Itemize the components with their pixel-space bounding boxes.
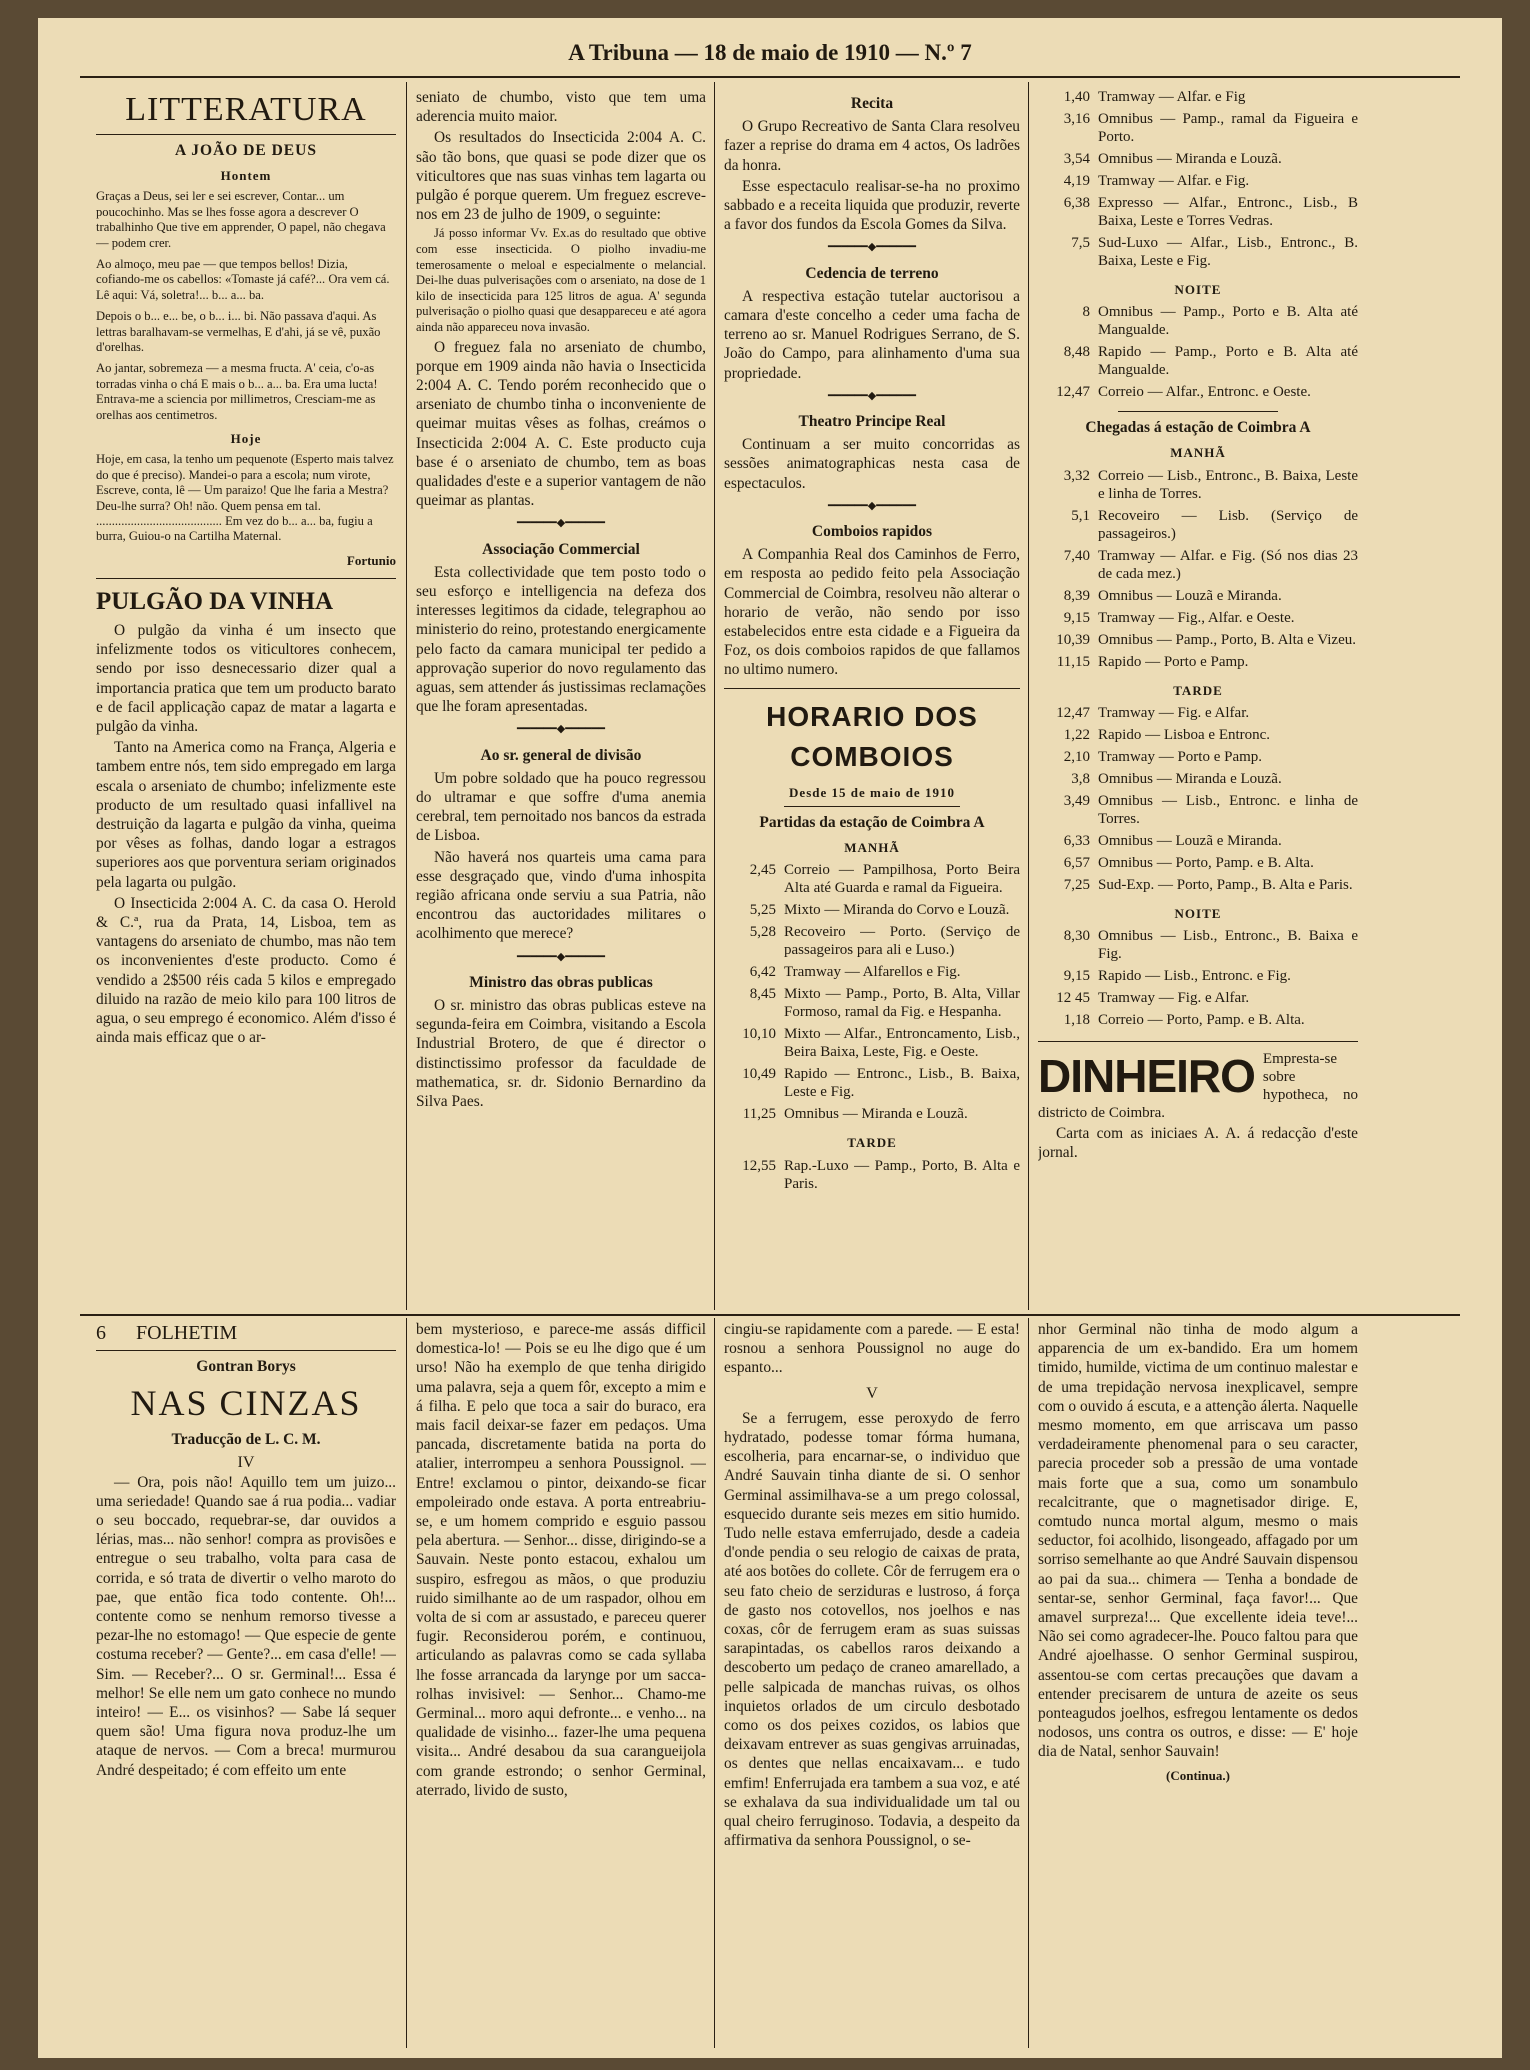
article-paragraph: O freguez fala no arseniato de chumbo, porque em 1909 ainda não havia o Insecticida 2:004 A. C. Tendo porém reconhecido que o arseniato de chumbo tinha o inconveniente de queimar muitas vêses as folhas, creámos o Insecticida 2:004 A. C. Este producto cuja base é o arseniato de chumbo, tem as boas qualidades d'este e a superior vantagem de não queimar as plantas. xyxy=(416,338,706,510)
ornament-divider: ━━━━━━◆━━━━━━ xyxy=(828,389,916,402)
train-time: 12,47 xyxy=(1056,704,1090,721)
train-time: 12 45 xyxy=(1056,990,1090,1007)
column-divider xyxy=(714,82,715,1310)
article-paragraph: Um pobre soldado que ha pouco regressou do ultramar e que soffre d'uma anemia cerebral, tem pernoitado nos bancos da estrada de Lisboa. xyxy=(416,769,706,845)
train-time: 5,25 xyxy=(749,902,776,919)
train-time: 3,8 xyxy=(1071,770,1090,787)
running-title: A Tribuna — 18 de maio de 1910 — N.º 7 xyxy=(568,40,972,65)
train-route: Omnibus — Miranda e Louzã. xyxy=(784,1106,968,1123)
timetable-period: TARDE xyxy=(847,1135,897,1151)
article-title: PULGÃO DA VINHA xyxy=(96,587,334,615)
poem-stanza: Ao almoço, meu pae — que tempos bellos! Dizia, cofiando-me os cabellos: «Tomaste já café?... Ora vem cá. Lê aqui: Vá, soletra!... b... a... ba. xyxy=(96,257,390,302)
train-route: Sud-Luxo — Alfar., Lisb., Entronc., B. Baixa, Leste e Fig. xyxy=(1098,235,1358,269)
timetable-row xyxy=(724,1105,1020,1127)
article-paragraph: O pulgão da vinha é um insecto que infelizmente todos os viticultores conhecem, sendo por isso desnecessario dizer qual a importancia pratica que tem um producto barato e de facil applicação capaz de matar a lagarta e pulgão da vinha. xyxy=(96,621,396,735)
article-quote: Já posso informar Vv. Ex.as do resultado que obtive com esse insecticida. O piolho invadiu-me temerosamente o meloal e especialmente o melancial. Dei-lhe duas pulverisações com o arseniato, na dose de 1 kilo de insecticida para 125 litros de agua. A' segunda pulverisação o piolho quasi que desappareceu e até agora ainda não appareceu nova invasão. xyxy=(416,226,706,334)
train-time: 1,18 xyxy=(1063,1012,1090,1029)
train-route: Mixto — Alfar., Entroncamento, Lisb., Beira Baixa, Leste, Fig. e Oeste. xyxy=(784,1026,1020,1061)
folhetim-text: nhor Germinal não tinha de modo algum a apparencia de um ex-bandido. Era um homem timido, humilde, victima de um continuo malestar e de uma trepidação nervosa inexplicavel, sempre com o ouvido á escuta, e a attenção álerta. Naquelle mesmo momento, em que arriscava um passo verdadeiramente phenomenal para o seu caracter, parecia proceder sob a pressão de uma vontade mais forte que a sua, como um sonambulo recalcitrante, que o magnetisador dirige. E, comtudo nunca mortal algum, mesmo o mais seductor, foi acolhido, lisongeado, affagado por um sorriso semelhante ao que André Sauvain dispensou ao pai da sua... chimera — Tenha a bondade de sentar-se, senhor Germinal, faça favor!... Que amavel surpreza!... Que excellente ideia teve!... Não sei como agradecer-lhe. Pouco faltou para que André ajoelhasse. O senhor Germinal suspirou, assentou-se com certas precauções que davam a entender precisarem de untura de azeite os seus ponteagudos joelhos, esfregou lentamente os dedos nodosos, uns contra os outros, e disse: — E' hoje dia de Natal, senhor Sauvain! xyxy=(1038,1321,1358,1761)
train-route: Tramway — Fig., Alfar. e Oeste. xyxy=(1098,609,1295,626)
article-title: Cedencia de terreno xyxy=(805,264,939,282)
train-time: 10,10 xyxy=(742,1026,776,1043)
timetable-title: HORARIO DOS COMBOIOS xyxy=(766,700,978,772)
train-time: 7,40 xyxy=(1063,547,1090,564)
advert-text: Carta com as iniciaes A. A. á redacção d'este jornal. xyxy=(1038,1125,1358,1162)
article-paragraph: Esta collectividade que tem posto todo o seu esforço e intelligencia na defeza dos interesses legitimos da cidade, telegraphou ao ministerio do reino, protestando energicamente pelo facto da camara municipal ter pedido a approvação superior do novo regulamento das aguas, sem attender ás justissimas reclamações que lhe foram apresentadas. xyxy=(416,563,706,716)
poem-stanza: Ao jantar, sobremeza — a mesma fructa. A' ceia, c'o-as torradas vinha o chá E mais o b... a... ba. Era uma lucta! Entrava-me a sciencia por millimetros, Cresciam-me as orelhas aos centimetros. xyxy=(96,361,378,422)
article-paragraph: Continuam a ser muito concorridas as sessões animatographicas nesta casa de espectaculos. xyxy=(724,436,1020,492)
newspaper-page xyxy=(38,18,1502,2058)
timetable-period: MANHÃ xyxy=(1170,445,1226,461)
timetable-row xyxy=(1038,631,1358,653)
poem-signature: Fortunio xyxy=(346,552,396,568)
timetable-row xyxy=(1038,547,1358,587)
timetable-period: NOITE xyxy=(1174,282,1222,297)
timetable-row xyxy=(1038,770,1358,792)
header-rule xyxy=(80,76,1460,78)
train-route: Omnibus — Lisb., Entronc. e linha de Torres. xyxy=(1098,792,1358,827)
timetable-row xyxy=(1038,927,1358,967)
timetable-row xyxy=(724,1025,1020,1065)
column-3 xyxy=(724,88,1020,1310)
column-divider xyxy=(406,1318,407,2048)
timetable-row xyxy=(724,963,1020,985)
train-route: Rapido — Lisb., Entronc. e Fig. xyxy=(1098,968,1291,985)
train-time: 6,57 xyxy=(1063,854,1090,871)
poem-title: A JOÃO DE DEUS xyxy=(175,142,317,159)
section-rule xyxy=(784,806,960,807)
train-route: Omnibus — Pamp., Porto e B. Alta até Mangualde. xyxy=(1098,304,1358,339)
train-time: 8,30 xyxy=(1063,928,1090,945)
timetable-row xyxy=(724,1157,1020,1197)
section-rule xyxy=(96,134,396,135)
column-divider xyxy=(714,1318,715,2048)
folhetim-column-1 xyxy=(96,1320,396,2048)
article-paragraph: seniato de chumbo, visto que tem uma aderencia muito maior. xyxy=(416,89,706,126)
timetable-row xyxy=(724,1065,1020,1105)
section-rule xyxy=(1118,411,1278,412)
train-route: Omnibus — Pamp., ramal da Figueira e Porto. xyxy=(1098,111,1358,145)
ornament-divider: ━━━━━━◆━━━━━━ xyxy=(517,950,605,963)
train-time: 8,48 xyxy=(1063,344,1090,361)
article-title: Recita xyxy=(850,95,894,112)
article-paragraph: Tanto na America como na França, Algeria e tambem entre nós, tem sido empregado em larga escala o arseniato de chumbo; infelizmente este producto de um resultado quasi infallivel na destruição da lagarta e pulgão da vinha, queima por vêses as folhas, dando logar a estragos superiores aos que porventura seriam originados pela lagarta ou pulgão. xyxy=(96,739,396,891)
section-rule xyxy=(724,688,1020,689)
timetable-row xyxy=(724,901,1020,923)
timetable-row xyxy=(1038,748,1358,770)
train-time: 8,45 xyxy=(749,986,776,1003)
timetable-row xyxy=(1038,303,1358,343)
folhetim-text: — Ora, pois não! Aquillo tem um juizo... uma seriedade! Quando sae á rua podia... vadiar o seu boccado, requebrar-se, dar ouvidos a lérias, mas... não senhor! compra as provisões e entregue o seu trabalho, volta para casa de corrida, e só trata de divertir o velho maroto do pae, que então fica todo contente. Oh!... contente como se nenhum remorso tivesse a pezar-lhe no estomago! — Que especie de gente costuma receber? — Gente?... em casa d'elle! — Sim. — Receber?... O sr. Germinal!... Essa é melhor! Se elle nem um gato conhece no mundo inteiro! — E... os visinhos? — Sabe lá sequer quem são! Uma figura nova produz-lhe um ataque de nervos. — Com a breca! murmurou André despeitado; é com effeito um ente xyxy=(96,1473,396,1779)
train-time: 6,38 xyxy=(1063,195,1090,211)
chapter-number: IV xyxy=(237,1454,255,1472)
train-time: 7,5 xyxy=(1071,235,1090,251)
train-route: Omnibus — Miranda e Louzã. xyxy=(1098,770,1282,787)
train-route: Correio — Alfar., Entronc. e Oeste. xyxy=(1098,384,1311,401)
train-route: Tramway — Alfarellos e Fig. xyxy=(784,964,961,981)
article-title: Ministro das obras publicas xyxy=(469,973,653,991)
train-time: 9,15 xyxy=(1063,968,1090,985)
timetable-row xyxy=(1038,1011,1358,1033)
poem-part-title: Hontem xyxy=(220,168,272,184)
train-route: Tramway — Alfar. e Fig. (Só nos dias 23 de cada mez.) xyxy=(1098,547,1358,582)
article-title: Associação Commercial xyxy=(482,540,640,558)
section-rule xyxy=(96,578,396,579)
train-route: Omnibus — Louzã e Miranda. xyxy=(1098,587,1282,604)
timetable-period: NOITE xyxy=(1174,905,1222,921)
column-divider xyxy=(1028,82,1029,1310)
train-route: Rapido — Lisboa e Entronc. xyxy=(1098,726,1271,743)
article-title: Ao sr. general de divisão xyxy=(480,746,642,764)
timetable xyxy=(1038,303,1358,405)
train-time: 9,15 xyxy=(1063,609,1090,626)
poem-stanza: Graças a Deus, sei ler e sei escrever, Contar... um poucochinho. Mas se lhes fosse agora a descrever O trabalhinho Que tive em apprender, O papel, não chegava — podem crer. xyxy=(96,189,386,250)
folhetim-author: Gontran Borys xyxy=(196,1358,296,1375)
train-time: 7,25 xyxy=(1063,876,1090,893)
column-divider xyxy=(1028,1318,1029,2048)
article-title: Comboios rapidos xyxy=(811,523,933,541)
column-divider xyxy=(406,82,407,1310)
folhetim-column-4 xyxy=(1038,1320,1358,2048)
train-time: 8,39 xyxy=(1063,587,1090,604)
train-route: Tramway — Alfar. e Fig. xyxy=(1098,173,1250,189)
train-time: 3,49 xyxy=(1063,792,1090,809)
train-time: 2,45 xyxy=(749,862,776,879)
train-time: 11,25 xyxy=(742,1106,776,1123)
timetable-row xyxy=(1038,792,1358,832)
advert-headline: DINHEIRO xyxy=(1038,1050,1255,1103)
article-paragraph: O Insecticida 2:004 A. C. da casa O. Herold & C.ª, rua da Prata, 14, Lisboa, tem as vantagens do arseniato de chumbo, mas não tem os inconvenientes d'este producto. Como é vendido a 2$500 réis cada 5 kilos e empregado diluido na razão de meio kilo para 100 litros de agua, o seu emprego é economico. Além d'isso é ainda mais efficaz que o ar- xyxy=(96,894,396,1047)
train-route: Tramway — Fig. e Alfar. xyxy=(1098,990,1250,1007)
train-time: 10,49 xyxy=(742,1066,776,1083)
train-route: Sud-Exp. — Porto, Pamp., B. Alta e Paris. xyxy=(1098,876,1353,893)
train-time: 4,19 xyxy=(1063,173,1090,189)
timetable xyxy=(1038,704,1358,898)
train-time: 6,33 xyxy=(1063,832,1090,849)
train-route: Mixto — Pamp., Porto, B. Alta, Villar Formoso, ramal da Fig. e Hespanha. xyxy=(784,986,1020,1021)
timetable-row xyxy=(1038,343,1358,383)
timetable-row xyxy=(1038,194,1358,234)
timetable-row xyxy=(1038,854,1358,876)
timetable-row xyxy=(1038,507,1358,547)
section-rule xyxy=(96,1350,396,1351)
train-route: Mixto — Miranda do Corvo e Louzã. xyxy=(784,902,1010,919)
timetable-heading: Chegadas á estação de Coimbra A xyxy=(1085,419,1311,437)
train-route: Omnibus — Lisb., Entronc., B. Baixa e Fig. xyxy=(1098,928,1358,963)
folhetim-text: cingiu-se rapidamente com a parede. — E esta! rosnou a senhora Poussignol no auge do espanto... xyxy=(724,1321,1020,1377)
timetable-heading: Partidas da estação de Coimbra A xyxy=(759,813,985,831)
timetable-row xyxy=(1038,832,1358,854)
timetable-row xyxy=(1038,704,1358,726)
timetable-row xyxy=(1038,989,1358,1011)
folhetim-header xyxy=(96,1320,396,1346)
folhetim-title: NAS CINZAS xyxy=(130,1383,362,1424)
timetable-row xyxy=(1038,876,1358,898)
timetable-row xyxy=(1038,383,1358,405)
train-route: Omnibus — Miranda e Louzã. xyxy=(1098,151,1282,167)
train-route: Rapido — Pamp., Porto e B. Alta até Mangualde. xyxy=(1098,344,1358,379)
timetable-row xyxy=(1038,653,1358,675)
timetable-row xyxy=(1038,172,1358,194)
train-time: 3,54 xyxy=(1063,151,1090,167)
ornament-divider: ━━━━━━◆━━━━━━ xyxy=(517,723,605,736)
poem-part-title: Hoje xyxy=(230,431,262,447)
article-paragraph: Não haverá nos quarteis uma cama para esse desgraçado que, vindo d'uma inhospita região africana onde serviu a sua Patria, não encontrou das auctoridades militares o acolhimento que merece? xyxy=(416,848,706,943)
column-1 xyxy=(96,88,396,1310)
folhetim-text: bem mysterioso, e parece-me assás difficil domestica-lo! — Pois se eu lhe digo que é um urso! Não ha exemplo de que tenha dirigido uma palavra, seja a quem fôr, excepto a mim e á filha. E pelo que toca a sair do buraco, era mais facil deixar-se fazer em pedaços. Uma pancada, discretamente batida na porta do atalier, interrompeu a senhora Poussignol. — Entre! exclamou o pintor, deixando-se ficar empoleirado onde estava. A porta entreabriu-se, e um homem comprido e esguio passou pela abertura. — Senhor... disse, dirigindo-se a Sauvain. Neste ponto estacou, exhalou um suspiro, esfregou as mãos, o que produziu ruido similhante ao de um raspador, olhou em volta de si com ar assustado, e pareceu querer fugir. Reconsiderou porém, e continuou, articulando as palavras como se cada syllaba lhe fosse arrancada da larynge por um sacca-rolhas invisivel: — Senhor... Chamo-me Germinal... moro aqui defronte... e venho... na qualidade de visinho... fazer-lhe uma pequena visita... André desabou da sua carangueijola com grande estrondo; o senhor Germinal, aterrado, livido de susto, xyxy=(416,1321,706,1799)
article-paragraph: O Grupo Recreativo de Santa Clara resolveu fazer a reprise do drama em 4 actos, Os ladrões da honra. xyxy=(724,118,1020,174)
train-route: Rapido — Porto e Pamp. xyxy=(1098,653,1249,670)
timetable-row xyxy=(1038,587,1358,609)
train-route: Expresso — Alfar., Entronc., Lisb., B Baixa, Leste e Torres Vedras. xyxy=(1098,195,1358,229)
train-time: 8 xyxy=(1082,304,1090,321)
timetable-row xyxy=(724,923,1020,963)
article-paragraph: Os resultados do Insecticida 2:004 A. C. são tão bons, que quasi se pode dizer que os viticultores que nas suas vinhas tem lagarta ou pulgão é porque querem. Um freguez escreve-nos em 23 de julho de 1909, o seguinte: xyxy=(416,129,706,224)
train-time: 1,22 xyxy=(1063,726,1090,743)
timetable-row xyxy=(1038,967,1358,989)
folhetim-label: FOLHETIM xyxy=(136,1322,238,1344)
train-time: 5,28 xyxy=(749,924,776,941)
timetable-row xyxy=(1038,88,1358,110)
train-route: Tramway — Porto e Pamp. xyxy=(1098,748,1263,765)
folhetim-column-2 xyxy=(416,1320,706,2048)
timetable xyxy=(724,1157,1020,1197)
timetable-row xyxy=(1038,234,1358,274)
continua-note: (Continua.) xyxy=(1166,1767,1230,1783)
train-route: Omnibus — Pamp., Porto, B. Alta e Vizeu. xyxy=(1098,631,1356,648)
train-route: Correio — Porto, Pamp. e B. Alta. xyxy=(1098,1012,1305,1029)
section-rule xyxy=(1038,1041,1358,1042)
timetable-subtitle: Desde 15 de maio de 1910 xyxy=(789,784,955,800)
article-paragraph: O sr. ministro das obras publicas esteve na segunda-feira em Coimbra, visitando a Escola Industrial Brotero, de que é director o distinctissimo professor da faculdade de mathematica, sr. dr. Sidonio Bernardino da Silva Paes. xyxy=(416,997,706,1111)
train-time: 12,55 xyxy=(742,1157,776,1174)
timetable-row xyxy=(1038,726,1358,748)
advertisement xyxy=(1038,1050,1358,1122)
chapter-number: V xyxy=(866,1384,878,1402)
section-title: LITTERATURA xyxy=(125,91,367,128)
ornament-divider: ━━━━━━◆━━━━━━ xyxy=(828,499,916,512)
article-paragraph: Esse espectaculo realisar-se-ha no proximo sabbado e a receita liquida que produzir, reverte a favor dos fundos da Escola Gomes da Silva. xyxy=(724,177,1020,234)
train-time: 12,47 xyxy=(1056,384,1090,401)
article-title: Theatro Principe Real xyxy=(798,413,946,431)
timetable-row xyxy=(724,985,1020,1025)
train-route: Tramway — Alfar. e Fig xyxy=(1098,89,1246,105)
poem-stanza: Depois o b... e... be, o b... i... bi. Não passava d'aqui. As lettras baralhavam-se vermelhas, E d'ahi, já se vê, puxão d'orelhas. xyxy=(96,309,381,355)
ornament-divider: ━━━━━━◆━━━━━━ xyxy=(517,517,605,530)
timetable xyxy=(1038,927,1358,1033)
train-route: Omnibus — Louzã e Miranda. xyxy=(1098,832,1282,849)
article-paragraph: A respectiva estação tutelar auctorisou a camara d'este concelho a ceder uma facha de terreno ao sr. Manuel Rodrigues Serrano, de S. João do Campo, para alinhamento d'uma sua propriedade. xyxy=(724,287,1020,382)
timetable-row xyxy=(1038,110,1358,150)
column-2 xyxy=(416,88,706,1310)
train-time: 6,42 xyxy=(749,964,776,981)
train-route: Correio — Pampilhosa, Porto Beira Alta até Guarda e ramal da Figueira. xyxy=(784,862,1020,897)
folhetim-text: Se a ferrugem, esse peroxydo de ferro hydratado, podesse tomar fórma humana, escolheria, para encarnar-se, o individuo que André Sauvain tinha diante de si. O senhor Germinal assimilhava-se a um prego colossal, esquecido durante seis mezes em sitio humido. Tudo nelle estava emferrujado, desde a cadeia d'onde pendia o seu relogio de caixas de prata, até aos botões do collete. Côr de ferrugem era o seu fato cheio de serziduras e lustroso, á força de gasto nos cotovellos, nos joelhos e nas coxas, côr de ferrugem eram as suas suissas sarapintadas, os cabellos raros deixando a descoberto um pedaço de craneo amarellado, a pelle salpicada de manchas ruivas, os olhos inquietos orlados de um circulo desbotado como os dos peixes cozidos, os labios que deixavam entrever as suas gengivas arruinadas, os dentes que nellas encaixavam... e tudo emfim! Enferrujada era tambem a sua voz, e até se exhalava da sua individualidade um tal ou qual cheiro ferruginoso. Todavia, a despeito da affirmativa da senhora Poussignol, o se- xyxy=(724,1409,1020,1850)
folhetim-translation: Traducção de L. C. M. xyxy=(171,1431,321,1449)
train-route: Rapido — Entronc., Lisb., B. Baixa, Leste e Fig. xyxy=(784,1066,1020,1101)
train-time: 3,32 xyxy=(1063,467,1090,484)
train-route: Tramway — Fig. e Alfar. xyxy=(1098,704,1250,721)
timetable-period: TARDE xyxy=(1173,682,1223,698)
timetable-period: MANHÃ xyxy=(844,840,900,856)
timetable-row xyxy=(1038,150,1358,172)
train-time: 5,1 xyxy=(1071,507,1090,524)
train-route: Correio — Lisb., Entronc., B. Baixa, Leste e linha de Torres. xyxy=(1098,467,1358,502)
train-time: 10,39 xyxy=(1056,631,1090,648)
folhetim-rule xyxy=(80,1314,1460,1316)
train-time: 3,16 xyxy=(1063,111,1090,127)
train-time: 11,15 xyxy=(1056,653,1090,670)
train-route: Rap.-Luxo — Pamp., Porto, B. Alta e Paris. xyxy=(784,1157,1020,1192)
train-time: 1,40 xyxy=(1063,89,1090,105)
train-route: Omnibus — Porto, Pamp. e B. Alta. xyxy=(1098,854,1314,871)
ornament-divider: ━━━━━━◆━━━━━━ xyxy=(828,241,916,254)
article-paragraph: A Companhia Real dos Caminhos de Ferro, em resposta ao pedido feito pela Associação Commercial de Coimbra, resolveu não alterar o horario de verão, não sendo por isso estabelecidos entre esta cidade e a Figueira da Foz, os dois comboios rapidos de que fallamos no ultimo numero. xyxy=(724,546,1020,679)
train-route: Recoveiro — Lisb. (Serviço de passageiros.) xyxy=(1098,507,1358,542)
timetable xyxy=(1038,467,1358,675)
train-route: Recoveiro — Porto. (Serviço de passageiros para ali e Luso.) xyxy=(784,924,1020,959)
poem-stanza: Hoje, em casa, la tenho um pequenote (Esperto mais talvez do que é preciso). Mandei-o para a escola; num virote, Escreve, conta, lê — Um paraizo! Que lhe faria a Mestra? Deu-lhe surra? Oh! não. Quem pensa em tal. ........................................ Em vez do b... a... ba, fugiu a burra, Guiou-o na Cartilha Maternal. xyxy=(96,452,394,544)
folhetim-column-3 xyxy=(724,1320,1020,2048)
timetable-row xyxy=(724,861,1020,901)
train-time: 2,10 xyxy=(1063,748,1090,765)
folhetim-number: 6 xyxy=(96,1322,106,1344)
timetable-row xyxy=(1038,467,1358,507)
timetable-row xyxy=(1038,609,1358,631)
timetable xyxy=(724,861,1020,1127)
column-4 xyxy=(1038,88,1358,1310)
timetable xyxy=(1038,88,1358,274)
advert-text: Empresta-se sobre hypotheca, no districto de Coimbra. xyxy=(1038,1051,1358,1122)
